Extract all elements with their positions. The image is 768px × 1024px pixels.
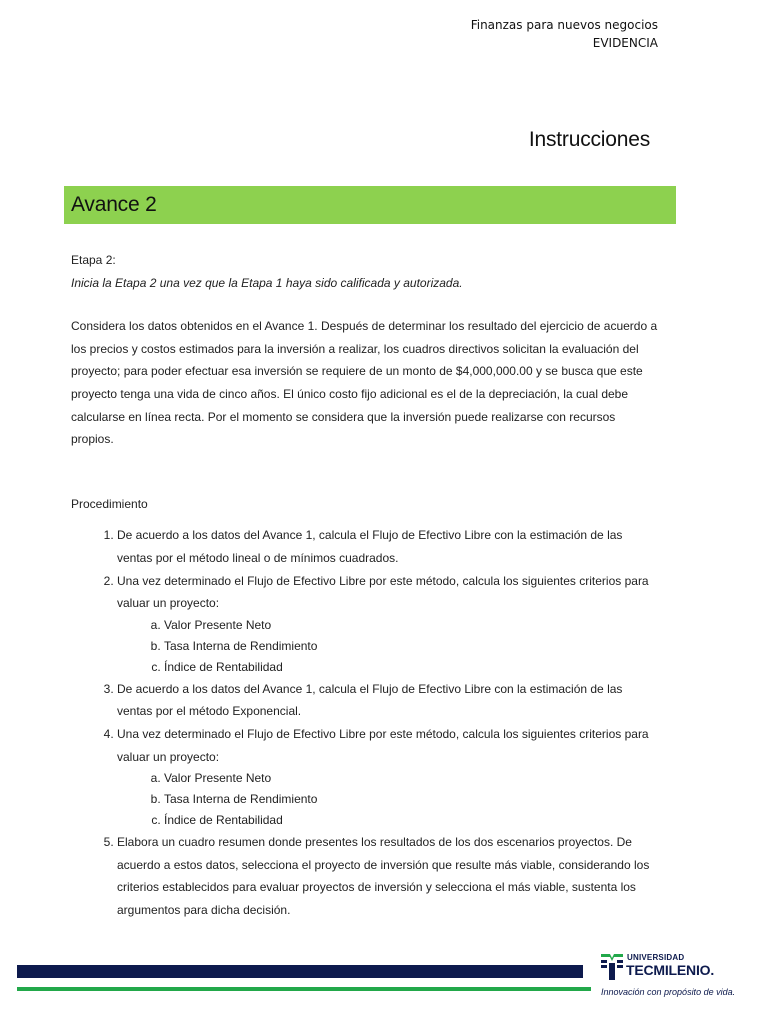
step-text: Elabora un cuadro resumen donde presentes los resultados de los dos escenarios proyectos. De acuerdo a estos datos, selecciona el proyecto de inversión que resulte más viable, considerando los criterios establecidos para evaluar proyectos de inversión y selecciona el más viable, sustenta los argumentos para dicha decisión. [117, 835, 650, 917]
procedure-steps [71, 524, 661, 921]
logo-line-1: UNIVERSIDAD [627, 953, 685, 962]
section-title: Avance 2 [71, 193, 157, 216]
step-text: Una vez determinado el Flujo de Efectivo Libre por este método, calcula los siguientes criterios para valuar un proyecto: [117, 726, 649, 764]
criteria-list [117, 768, 661, 831]
footer-bar-green [17, 987, 591, 991]
procedure-step-5 [117, 831, 661, 921]
procedure-step-4 [117, 723, 661, 831]
document-header [471, 16, 658, 52]
university-logo [601, 950, 741, 1000]
criteria-item: a. Valor Presente Neto [164, 768, 661, 789]
procedure-step-1 [117, 524, 661, 569]
procedure-step-2 [117, 570, 661, 678]
step-text: De acuerdo a los datos del Avance 1, calcula el Flujo de Efectivo Libre con la estimación de las ventas por el método Exponencial. [117, 681, 623, 719]
step-text: De acuerdo a los datos del Avance 1, calcula el Flujo de Efectivo Libre con la estimación de las ventas por el método lineal o de mínimos cuadrados. [117, 528, 623, 565]
criteria-list [117, 615, 661, 678]
criteria-item: c. Índice de Rentabilidad [164, 810, 661, 831]
intro-paragraph: Considera los datos obtenidos en el Avance 1. Después de determinar los resultado del ejercicio de acuerdo a los precios y costos estimados para la inversión a realizar, los cuadros directivos solicitan la evaluación del proyecto; para poder efectuar esa inversión se requiere de un monto de $4,000,000.00 y se busca que este proyecto tenga una vida de cinco años. El único costo fijo adicional es el de la depreciación, la cual debe calcularse en línea recta. Por el momento se considera que la inversión puede realizarse con recursos propios. [71, 319, 658, 447]
instructions-body [71, 249, 661, 921]
procedure-title: Procedimiento [71, 496, 148, 511]
criteria-item: b. Tasa Interna de Rendimiento [164, 789, 661, 810]
step-text: Una vez determinado el Flujo de Efectivo Libre por este método, calcula los siguientes criterios para valuar un proyecto: [117, 573, 649, 611]
document-type: EVIDENCIA [592, 36, 658, 50]
logo-line-2: TECMILENIO. [626, 962, 715, 978]
tecmilenio-emblem-icon [601, 954, 623, 980]
page-title: Instrucciones [528, 128, 650, 151]
stage-label: Etapa 2: [71, 253, 116, 267]
section-banner [64, 186, 676, 224]
criteria-item: c. Índice de Rentabilidad [164, 657, 661, 678]
logo-tagline: Innovación con propósito de vida. [601, 987, 736, 997]
footer-bar-navy [17, 965, 583, 978]
procedure-step-3 [117, 678, 661, 723]
criteria-item: a. Valor Presente Neto [164, 615, 661, 636]
criteria-item: b. Tasa Interna de Rendimiento [164, 636, 661, 657]
course-name: Finanzas para nuevos negocios [470, 18, 658, 32]
stage-note: Inicia la Etapa 2 una vez que la Etapa 1 haya sido calificada y autorizada. [71, 275, 463, 290]
